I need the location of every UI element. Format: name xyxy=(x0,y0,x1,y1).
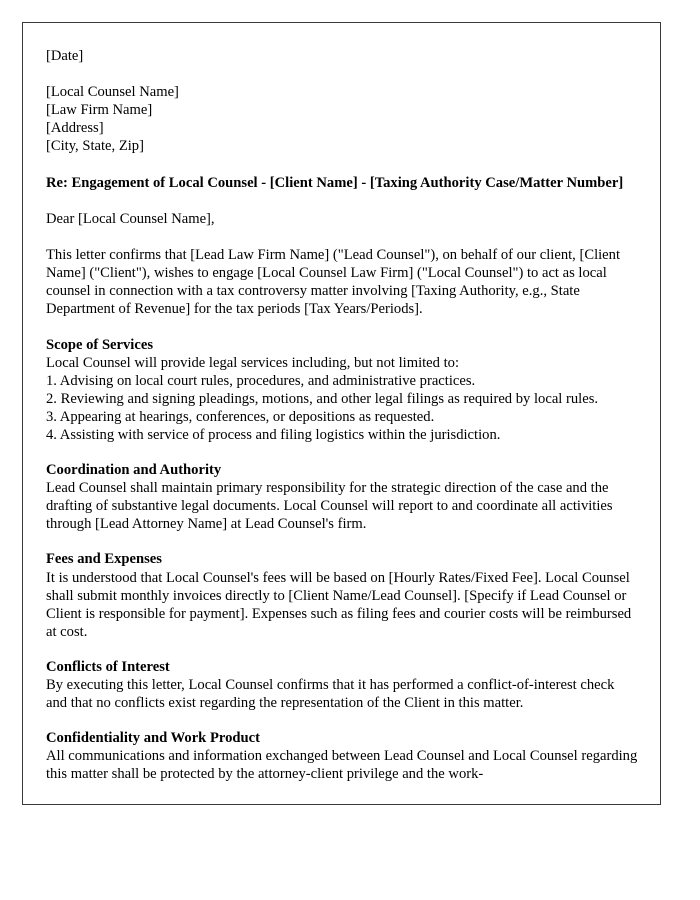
spacer xyxy=(46,65,638,83)
spacer xyxy=(46,156,638,174)
spacer xyxy=(46,712,638,729)
spacer xyxy=(46,533,638,550)
intro-paragraph: This letter confirms that [Lead Law Firm Name] ("Lead Counsel"), on behalf of our client, [Client Name] ("Client"), wishes to engage [Local Counsel Law Firm] ("Local Counsel") to act as local counsel in connection with a tax controversy matter involving [Taxing Authority, e.g., State Department of Revenue] for the tax periods [Tax Years/Periods]. xyxy=(46,247,621,318)
section-confidentiality-and-work-product xyxy=(46,729,638,783)
subject-line: Re: Engagement of Local Counsel - [Client Name] - [Taxing Authority Case/Matter Number] xyxy=(46,174,624,191)
section-coordination-and-authority xyxy=(46,461,638,533)
section-fees-and-expenses xyxy=(46,550,638,640)
spacer xyxy=(46,192,638,210)
recipient-address: [Address] xyxy=(46,120,104,137)
recipient-city-state-zip: [City, State, Zip] xyxy=(46,138,144,155)
section-heading-fees: Fees and Expenses xyxy=(46,551,162,568)
list-item: 1. Advising on local court rules, procedures, and administrative practices. xyxy=(46,372,476,389)
recipient-firm: [Law Firm Name] xyxy=(46,102,153,119)
date-line: [Date] xyxy=(46,48,84,64)
spacer xyxy=(46,444,638,461)
spacer xyxy=(46,641,638,658)
section-heading-conflicts: Conflicts of Interest xyxy=(46,658,170,675)
spacer xyxy=(46,228,638,246)
document-page xyxy=(22,22,661,805)
fees-body: It is understood that Local Counsel's fees will be based on [Hourly Rates/Fixed Fee]. Local Counsel shall submit monthly invoices directly to [Client Name/Lead Counsel]. [Specify if Lead Counsel or Client is responsible for payment]. Expenses such as filing fees and courier costs will be reimbursed at cost. xyxy=(46,569,632,640)
section-heading-confidentiality: Confidentiality and Work Product xyxy=(46,730,260,747)
list-item: 2. Reviewing and signing pleadings, motions, and other legal filings as required by local rules. xyxy=(46,390,599,407)
section-scope-of-services xyxy=(46,336,638,445)
spacer xyxy=(46,319,638,336)
section-conflicts-of-interest xyxy=(46,658,638,712)
document-body xyxy=(46,47,638,783)
section-heading-coordination: Coordination and Authority xyxy=(46,462,222,479)
scope-intro: Local Counsel will provide legal services including, but not limited to: xyxy=(46,354,460,371)
section-heading-scope: Scope of Services xyxy=(46,336,153,353)
recipient-name: [Local Counsel Name] xyxy=(46,84,179,101)
salutation: Dear [Local Counsel Name], xyxy=(46,210,215,227)
list-item: 3. Appearing at hearings, conferences, or depositions as requested. xyxy=(46,408,435,425)
confidentiality-body: All communications and information exchanged between Lead Counsel and Local Counsel regarding this matter shall be protected by the attorney-client privilege and the work- xyxy=(46,748,638,783)
coordination-body: Lead Counsel shall maintain primary responsibility for the strategic direction of the case and the drafting of substantive legal documents. Local Counsel will report to and coordinate all activities through [Lead Attorney Name] at Lead Counsel's firm. xyxy=(46,480,613,533)
list-item: 4. Assisting with service of process and filing logistics within the jurisdiction. xyxy=(46,426,501,443)
recipient-address-block xyxy=(46,83,638,155)
conflicts-body: By executing this letter, Local Counsel confirms that it has performed a conflict-of-interest check and that no conflicts exist regarding the representation of the Client in this matter. xyxy=(46,677,615,712)
